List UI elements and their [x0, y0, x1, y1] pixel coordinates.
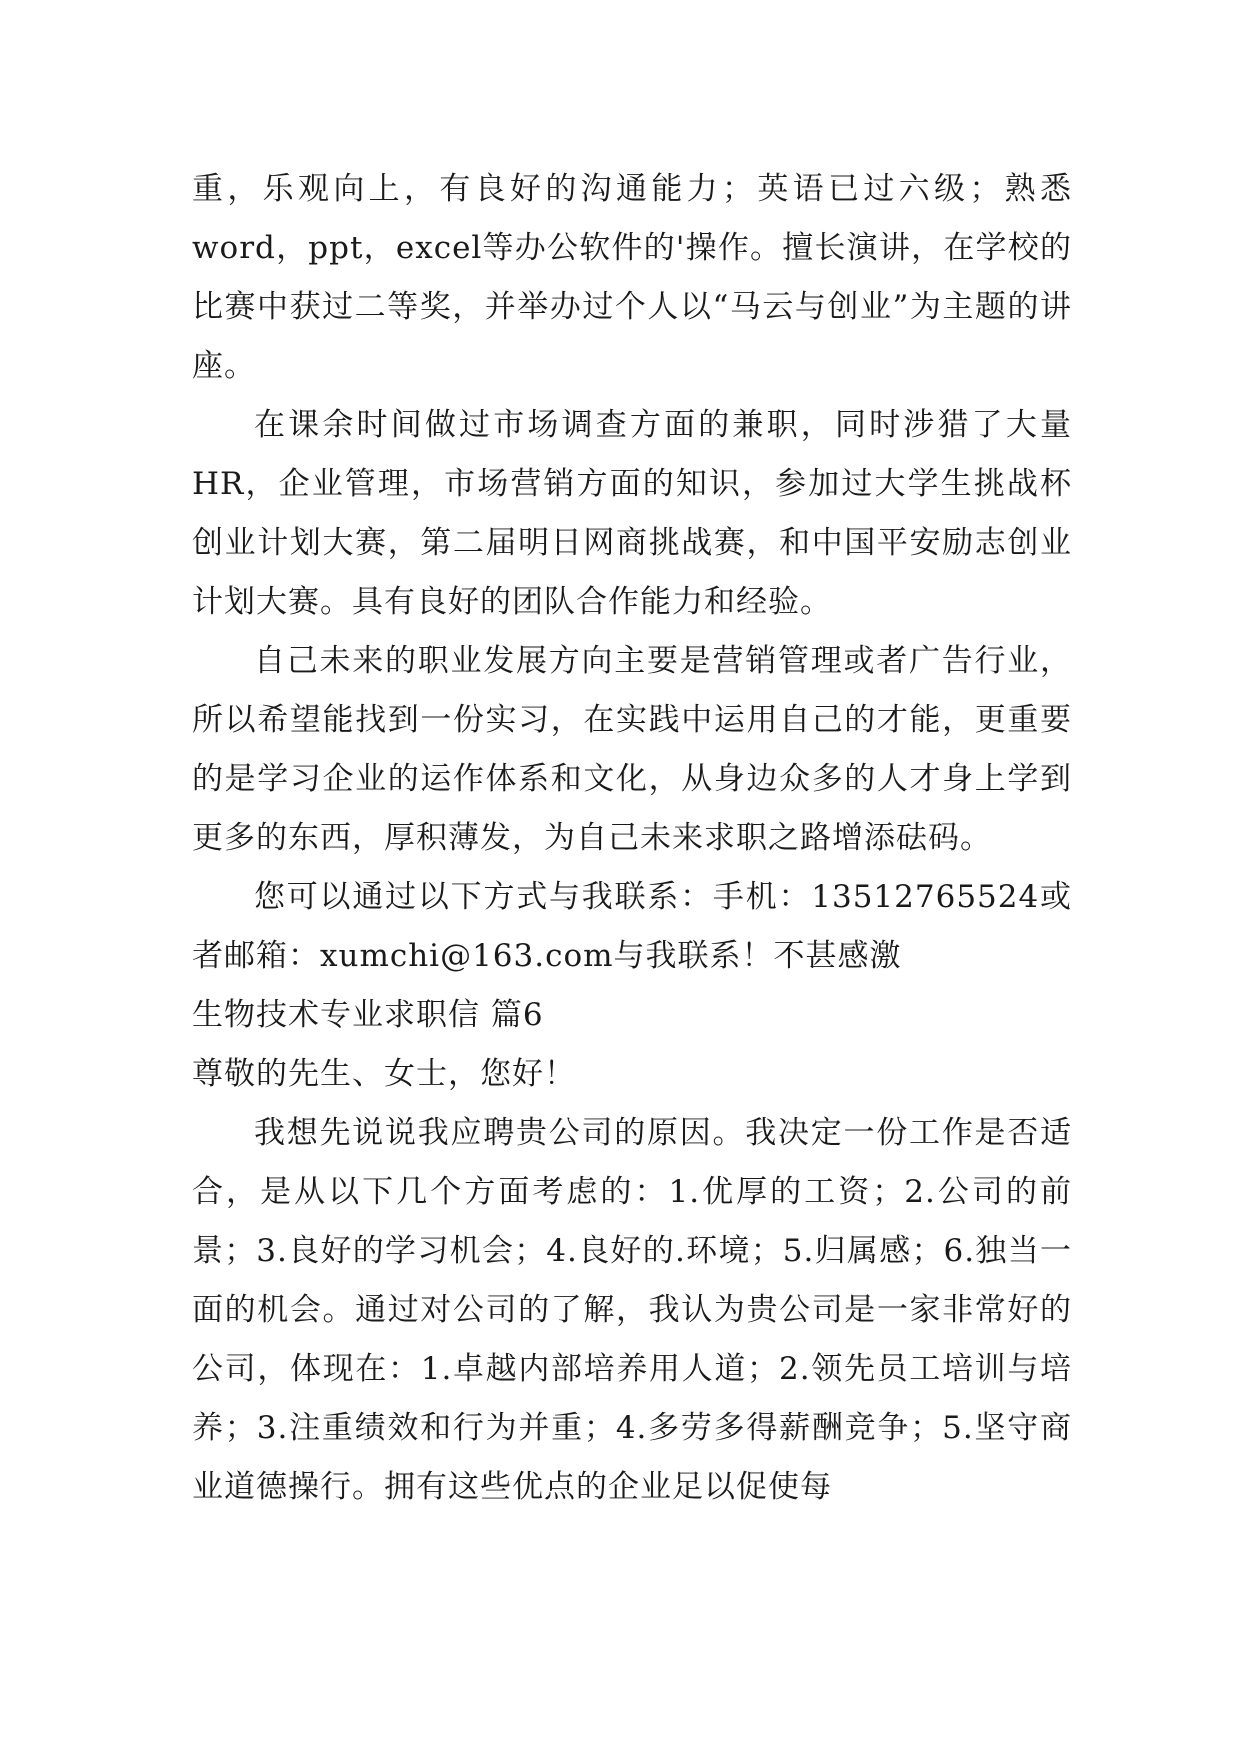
paragraph-experience: 在课余时间做过市场调查方面的兼职，同时涉猎了大量HR，企业管理，市场营销方面的知识，参加过大学生挑战杯创业计划大赛，第二届明日网商挑战赛，和中国平安励志创业计划大赛。具有良好的团队合作能力和经验。: [192, 407, 1072, 620]
paragraph-continued-skills: 重，乐观向上，有良好的沟通能力；英语已过六级；熟悉word，ppt，excel等办公软件的'操作。擅长演讲，在学校的比赛中获过二等奖，并举办过个人以“马云与创业”为主题的讲座。: [192, 171, 1072, 384]
paragraph-reasons: 我想先说说我应聘贵公司的原因。我决定一份工作是否适合，是从以下几个方面考虑的：1.优厚的工资；2.公司的前景；3.良好的学习机会；4.良好的.环境；5.归属感；6.独当一面的机会。通过对公司的了解，我认为贵公司是一家非常好的公司，体现在：1.卓越内部培养用人道；2.领先员工培训与培养；3.注重绩效和行为并重；4.多劳多得薪酬竞争；5.坚守商业道德操行。拥有这些优点的企业足以促使每: [192, 1115, 1072, 1505]
paragraph-contact: 您可以通过以下方式与我联系：手机：13512765524或者邮箱：xumchi@163.com与我联系！不甚感激: [192, 879, 1072, 974]
document-body: [192, 160, 1072, 1517]
salutation: 尊敬的先生、女士，您好！: [192, 1056, 576, 1092]
paragraph-career-goal: 自己未来的职业发展方向主要是营销管理或者广告行业，所以希望能找到一份实习，在实践中运用自己的才能，更重要的是学习企业的运作体系和文化，从身边众多的人才身上学到更多的东西，厚积薄发，为自己未来求职之路增添砝码。: [192, 643, 1072, 856]
section-title: 生物技术专业求职信 篇6: [192, 997, 544, 1033]
